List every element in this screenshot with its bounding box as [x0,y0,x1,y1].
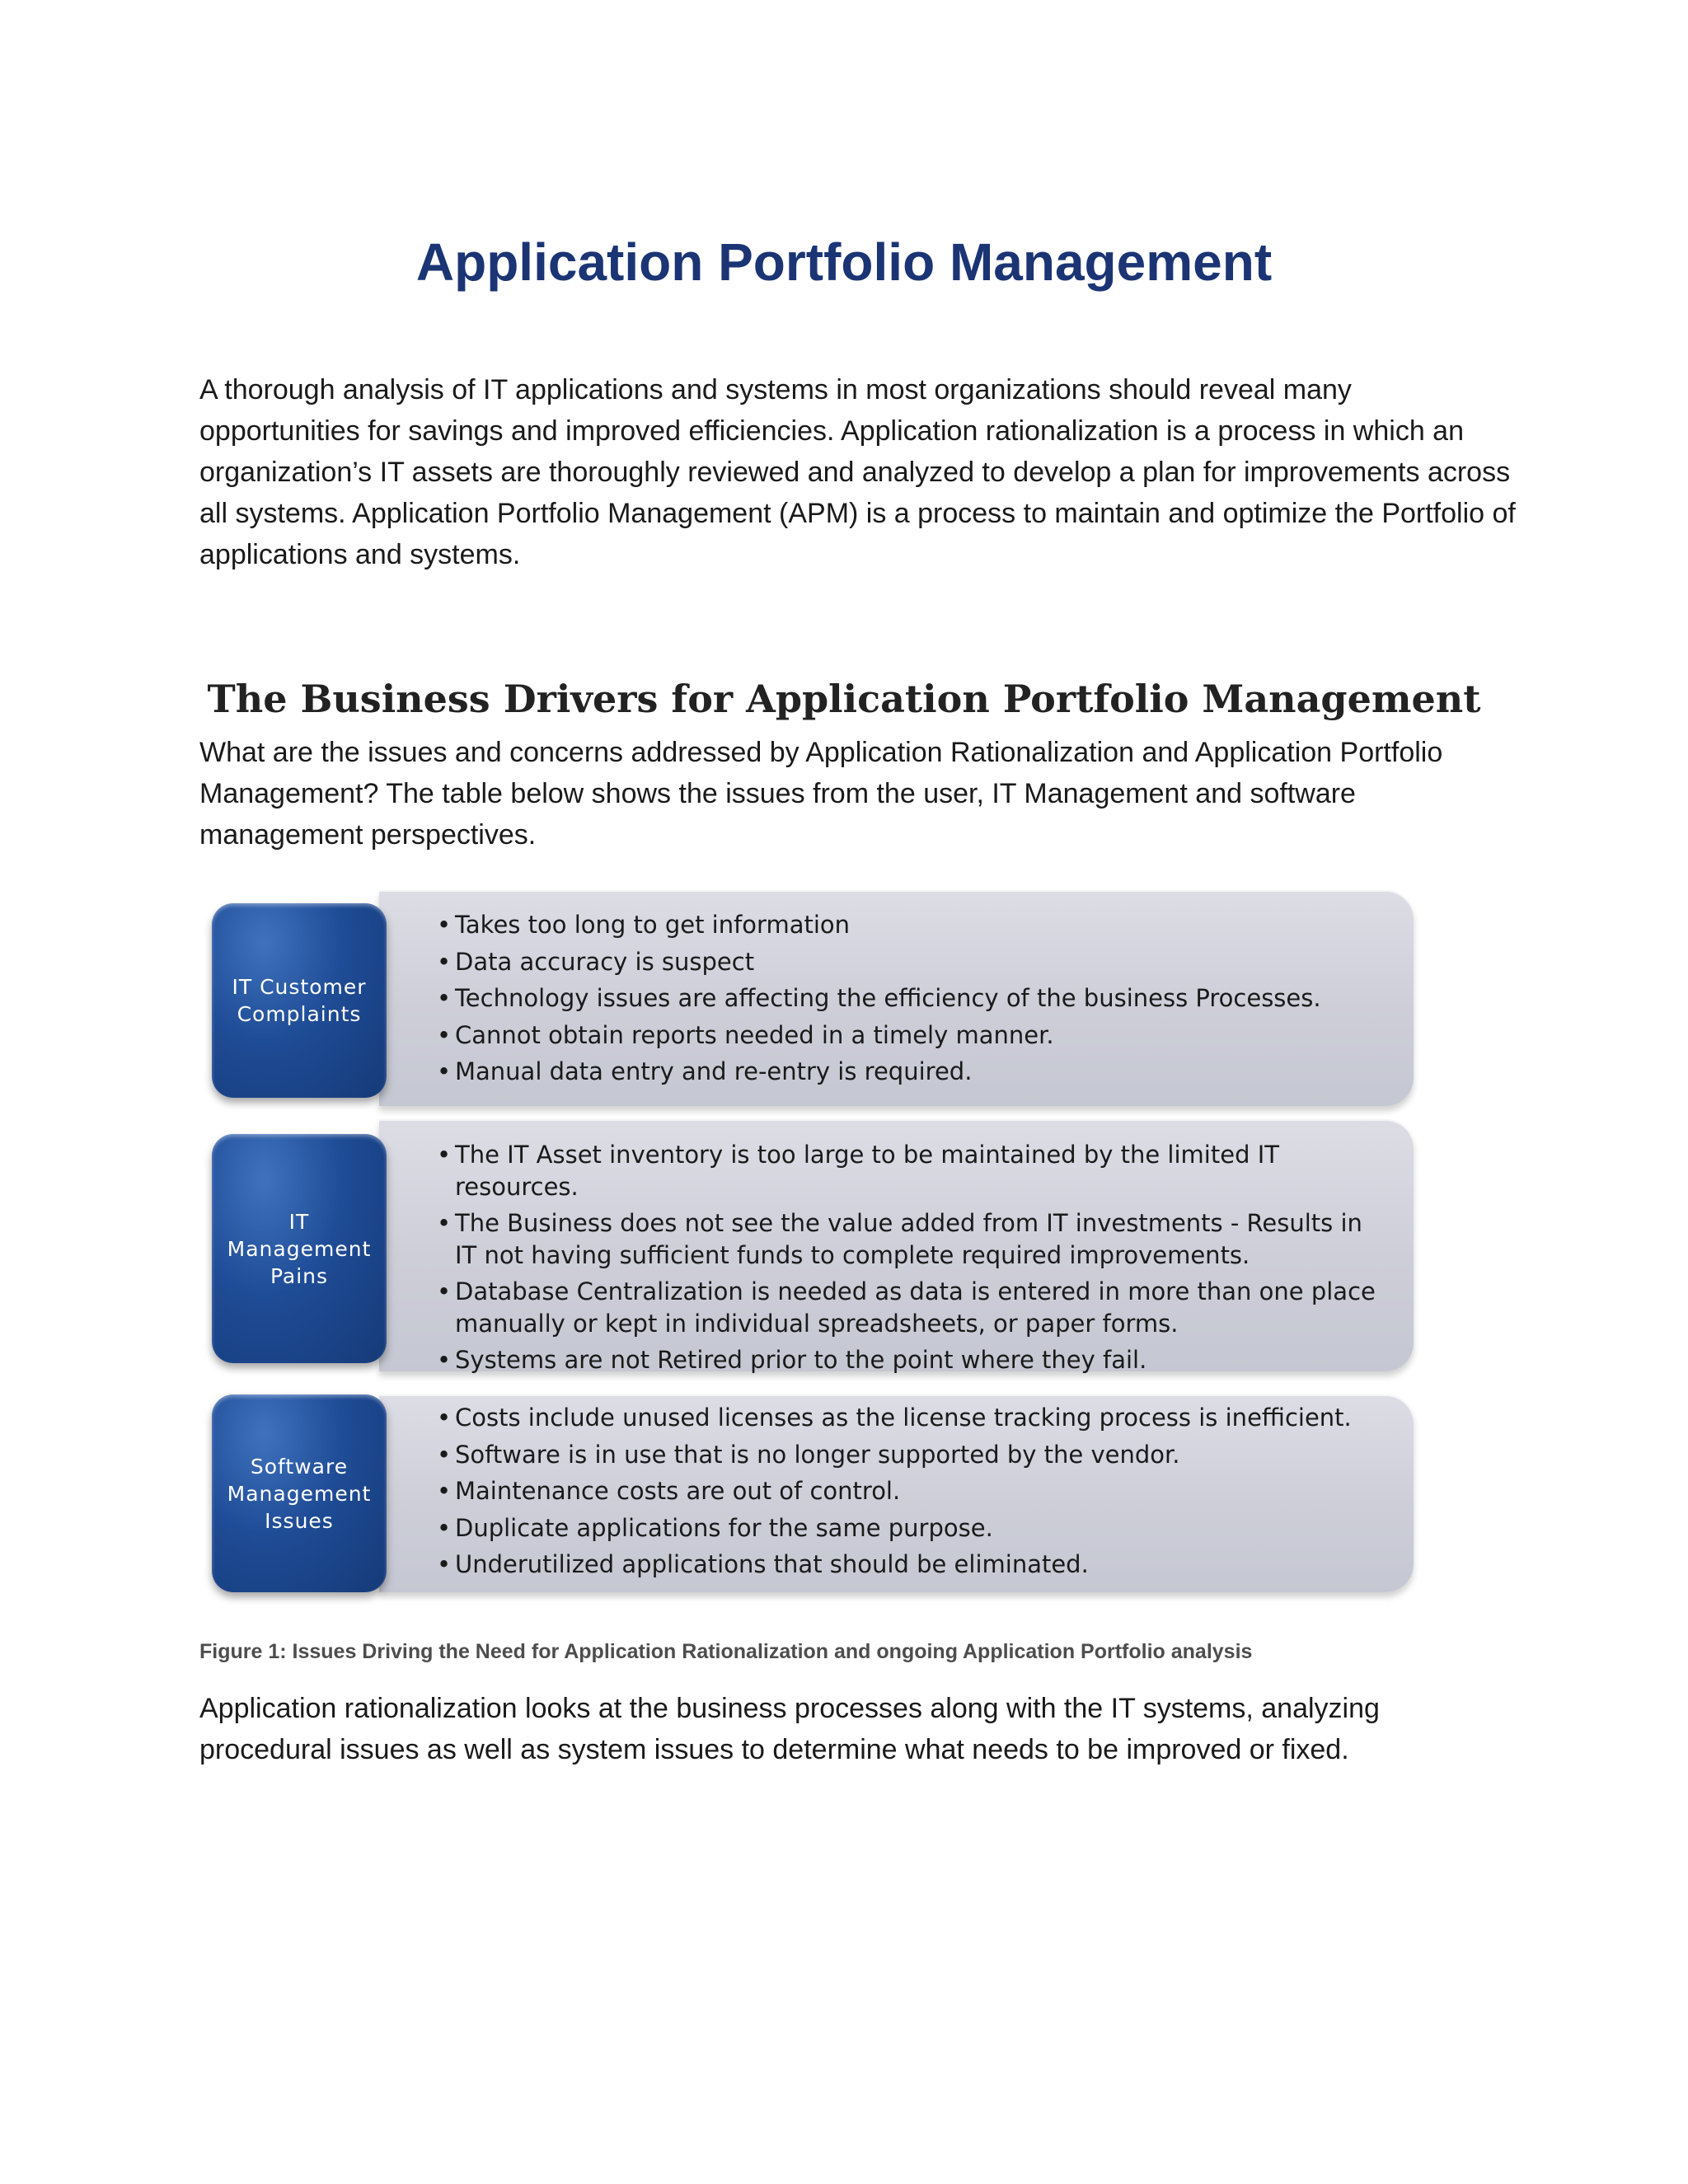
issue-item: • Manual data entry and re-entry is required. [437,1053,1381,1090]
issue-list [437,907,1381,1090]
category-label-management-pains: IT Management Pains [212,1134,387,1363]
issue-item: • Cannot obtain reports needed in a timely manner. [437,1017,1381,1054]
issue-item: • Technology issues are affecting the efficiency of the business Processes. [437,980,1381,1017]
diagram-row-management-pains [210,1119,1414,1374]
diagram-row-customer-complaints [210,890,1414,1106]
page-title: Application Portfolio Management [415,232,1273,292]
issue-item: • Maintenance costs are out of control. [437,1473,1381,1510]
section-description: What are the issues and concerns addressed by Application Rationalization and Application Portfolio Management? The table below shows the issues from the user, IT Management and software management perspectives. [199,737,1443,851]
closing-paragraph: Application rationalization looks at the business processes along with the IT systems, analyzing procedural issues as well as system issues to determine what needs to be improved or fixed. [199,1693,1380,1765]
category-label-software-issues: Software Management Issues [212,1394,387,1592]
issues-diagram [210,890,1414,1599]
issue-item: • Software is in use that is no longer supported by the vendor. [437,1436,1381,1474]
figure-caption: Figure 1: Issues Driving the Need for Application Rationalization and ongoing Application Portfolio analysis [199,1640,1253,1663]
intro-paragraph: A thorough analysis of IT applications and systems in most organizations should reveal many opportunities for savings and improved efficiencies. Application rationalization is a process in which an organization’s IT assets are thoroughly reviewed and analyzed to develop a plan for improvements across all systems. Application Portfolio Management (APM) is a process to maintain and optimize the Portfolio of applications and systems. [199,374,1516,570]
issue-item: • Data accuracy is suspect [437,944,1381,981]
issue-item: • Underutilized applications that should be eliminated. [437,1546,1381,1583]
issue-item: • The Business does not see the value added from IT investments - Results in IT not having sufficient funds to complete required improvements. [437,1207,1381,1272]
issue-list [437,1399,1381,1583]
issue-item: • Takes too long to get information [437,907,1381,944]
issue-list [437,1139,1381,1380]
category-label-customer-complaints: IT Customer Complaints [212,903,387,1098]
issue-item: • Systems are not Retired prior to the point where they fail. [437,1344,1381,1376]
issue-item: • Costs include unused licenses as the license tracking process is inefficient. [437,1399,1381,1436]
issue-item: • Duplicate applications for the same purpose. [437,1510,1381,1547]
issue-item: • The IT Asset inventory is too large to be maintained by the limited IT resources. [437,1139,1381,1203]
issue-item: • Database Centralization is needed as data is entered in more than one place manually or kept in individual spreadsheets, or paper forms. [437,1276,1381,1340]
diagram-row-software-issues [210,1394,1414,1592]
section-heading: The Business Drivers for Application Portfolio Management [207,677,1481,721]
